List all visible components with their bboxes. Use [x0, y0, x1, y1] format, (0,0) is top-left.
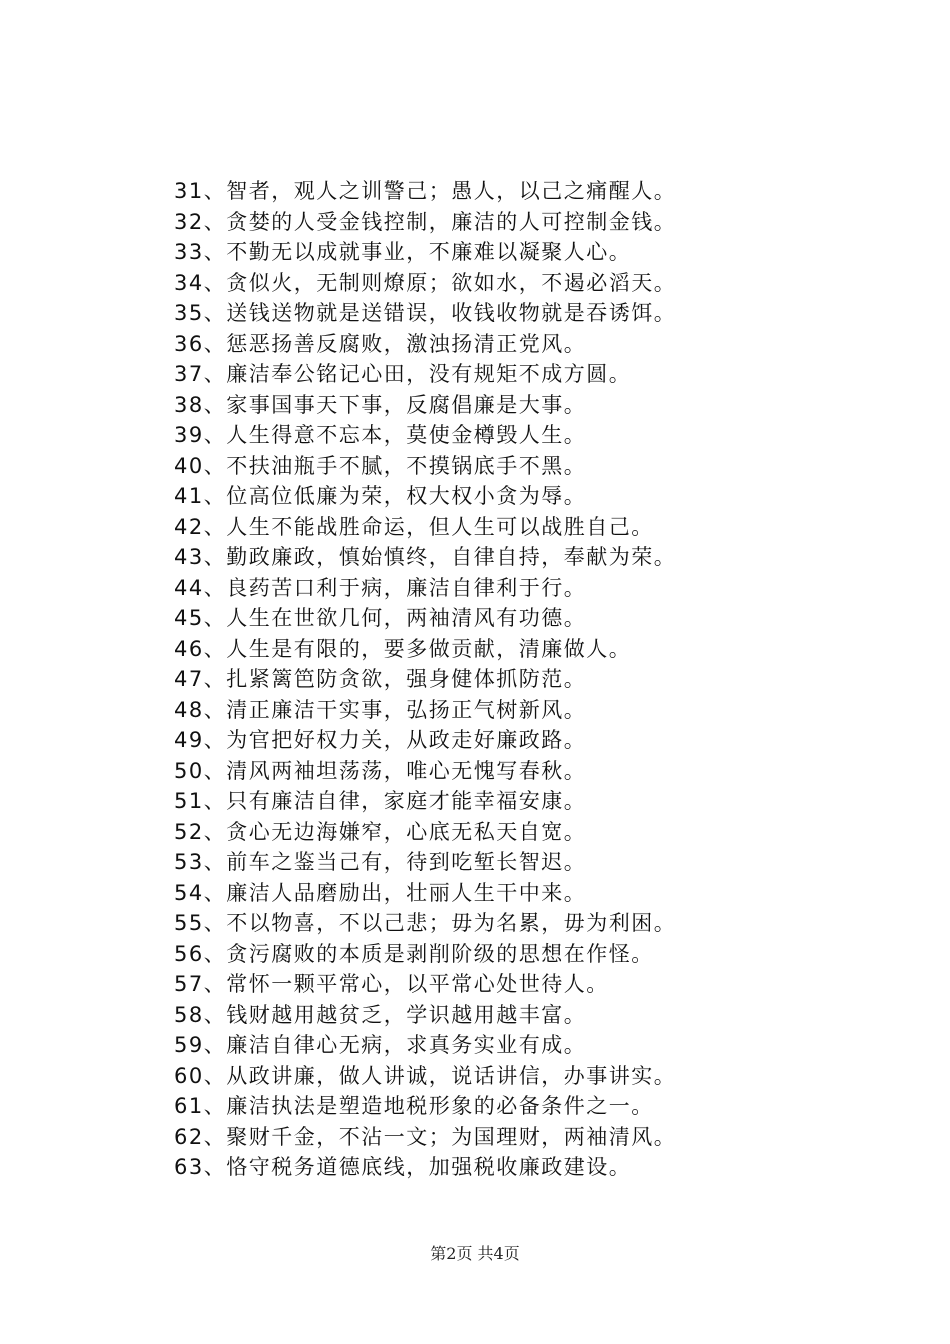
slogan-line: 49、为官把好权力关，从政走好廉政路。 — [174, 728, 587, 752]
slogan-line: 33、不勤无以成就事业，不廉难以凝聚人心。 — [174, 240, 632, 264]
slogan-line: 57、常怀一颗平常心，以平常心处世待人。 — [174, 972, 609, 996]
slogan-line: 63、恪守税务道德底线，加强税收廉政建设。 — [174, 1155, 632, 1179]
slogan-line: 48、清正廉洁干实事，弘扬正气树新风。 — [174, 697, 587, 722]
slogan-line: 38、家事国事天下事，反腐倡廉是大事。 — [174, 392, 587, 417]
slogan-line: 34、贪似火，无制则燎原；欲如水，不遏必滔天。 — [174, 270, 677, 295]
slogan-line: 44、良药苦口利于病，廉洁自律利于行。 — [174, 575, 587, 600]
slogan-line: 35、送钱送物就是送错误，收钱收物就是吞诱饵。 — [174, 301, 677, 325]
slogan-line: 58、钱财越用越贫乏，学识越用越丰富。 — [174, 1002, 587, 1027]
slogan-line: 32、贪婪的人受金钱控制，廉洁的人可控制金钱。 — [174, 209, 677, 234]
slogan-line: 52、贪心无边海嫌窄，心底无私天自宽。 — [174, 819, 587, 844]
slogan-line: 53、前车之鉴当己有，待到吃堑长智迟。 — [174, 850, 587, 874]
slogan-line: 56、贪污腐败的本质是剥削阶级的思想在作怪。 — [174, 941, 654, 966]
slogan-line: 62、聚财千金，不沾一文；为国理财，两袖清风。 — [174, 1124, 677, 1149]
slogan-line: 47、扎紧篱笆防贪欲，强身健体抓防范。 — [174, 667, 587, 691]
slogan-line: 40、不扶油瓶手不腻，不摸锅底手不黑。 — [174, 453, 587, 478]
slogan-line: 60、从政讲廉，做人讲诚，说话讲信，办事讲实。 — [174, 1063, 677, 1088]
slogan-line: 36、惩恶扬善反腐败，激浊扬清正党风。 — [174, 331, 587, 356]
slogan-line: 59、廉洁自律心无病，求真务实业有成。 — [174, 1033, 587, 1057]
slogan-line: 50、清风两袖坦荡荡，唯心无愧写春秋。 — [174, 758, 587, 783]
slogan-line: 46、人生是有限的，要多做贡献，清廉做人。 — [174, 636, 632, 661]
page-footer: 第2页 共4页 — [430, 1244, 520, 1263]
slogan-line: 51、只有廉洁自律，家庭才能幸福安康。 — [174, 789, 587, 813]
slogan-line: 43、勤政廉政，慎始慎终，自律自持，奉献为荣。 — [174, 545, 677, 569]
slogan-line: 41、位高位低廉为荣，权大权小贪为辱。 — [174, 484, 587, 508]
slogan-line: 45、人生在世欲几何，两袖清风有功德。 — [174, 606, 587, 630]
slogan-line: 31、智者，观人之训警己；愚人，以己之痛醒人。 — [174, 179, 677, 203]
slogan-line: 37、廉洁奉公铭记心田，没有规矩不成方圆。 — [174, 362, 632, 386]
slogan-line: 54、廉洁人品磨励出，壮丽人生干中来。 — [174, 880, 587, 905]
slogan-list — [174, 176, 794, 1183]
slogan-line: 42、人生不能战胜命运，但人生可以战胜自己。 — [174, 514, 654, 539]
slogan-line: 39、人生得意不忘本，莫使金樽毁人生。 — [174, 423, 587, 447]
slogan-line: 61、廉洁执法是塑造地税形象的必备条件之一。 — [174, 1094, 654, 1118]
slogan-line: 55、不以物喜，不以己悲；毋为名累，毋为利困。 — [174, 911, 677, 935]
